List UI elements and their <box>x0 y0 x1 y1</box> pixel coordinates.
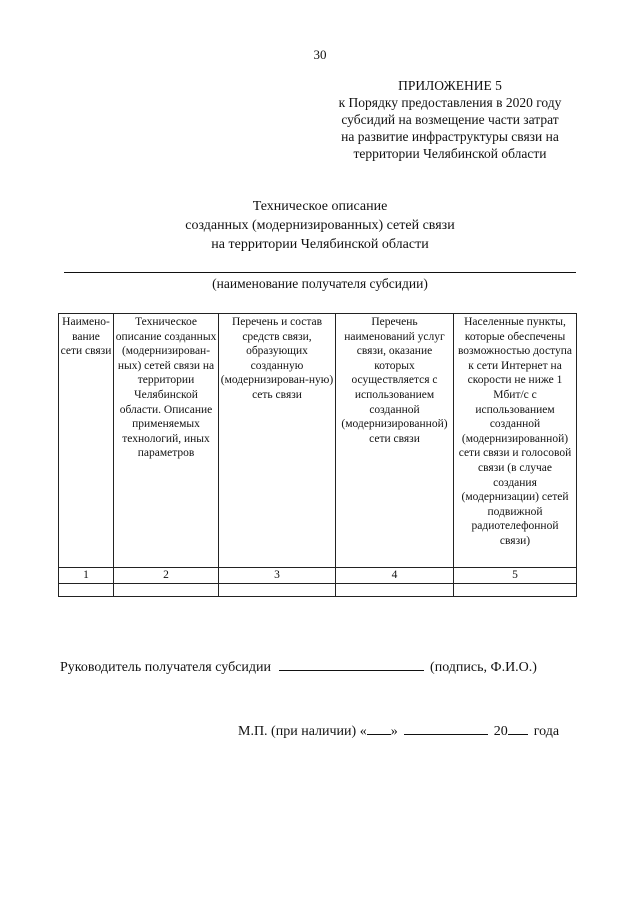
column-number: 2 <box>114 568 219 584</box>
column-number: 4 <box>336 568 454 584</box>
year-blank <box>508 720 528 735</box>
empty-cell <box>336 583 454 596</box>
appendix-line: на развитие инфраструктуры связи на <box>341 129 559 144</box>
appendix-line: территории Челябинской области <box>353 146 547 161</box>
column-number: 5 <box>454 568 577 584</box>
title-line: созданных (модернизированных) сетей связи <box>185 218 455 233</box>
month-blank <box>404 720 488 735</box>
signature-line <box>60 656 537 676</box>
appendix-block <box>300 77 600 162</box>
recipient-name-line <box>64 272 576 273</box>
table-header-row <box>59 314 577 568</box>
seal-date-line <box>238 720 559 740</box>
header-cell: Наимено-вание сети связи <box>59 314 114 568</box>
year-suffix: года <box>533 724 560 739</box>
document-title <box>0 197 640 254</box>
network-description-table <box>58 313 577 597</box>
quote-close: » <box>390 724 398 739</box>
table-empty-row <box>59 583 577 596</box>
column-number: 3 <box>219 568 336 584</box>
empty-cell <box>219 583 336 596</box>
header-cell: Техническое описание созданных (модернизирован-ных) сетей связи на территории Челябинской области. Описание применяемых технологий, иных параметров <box>114 314 219 568</box>
seal-label: М.П. (при наличии) « <box>238 724 367 739</box>
empty-cell <box>59 583 114 596</box>
signature-label: Руководитель получателя субсидии <box>60 660 272 675</box>
empty-cell <box>454 583 577 596</box>
header-cell: Перечень и состав средств связи, образующих созданную (модернизирован-ную) сеть связи <box>219 314 336 568</box>
appendix-heading: ПРИЛОЖЕНИЕ 5 <box>398 78 502 93</box>
appendix-line: субсидий на возмещение части затрат <box>341 112 559 127</box>
page-number: 30 <box>313 47 327 62</box>
year-prefix: 20 <box>493 724 508 739</box>
recipient-caption: (наименование получателя субсидии) <box>212 276 428 291</box>
title-line: Техническое описание <box>252 199 388 214</box>
header-cell: Населенные пункты, которые обеспечены возможностью доступа к сети Интернет на скорости не ниже 1 Мбит/с с использованием созданной (модернизированной) сети связи и голосовой связи (в случае создания (модернизации) сетей подвижной радиотелефонной связи) <box>454 314 577 568</box>
signature-hint: (подпись, Ф.И.О.) <box>430 660 537 675</box>
empty-cell <box>114 583 219 596</box>
table-number-row <box>59 568 577 584</box>
column-number: 1 <box>59 568 114 584</box>
appendix-line: к Порядку предоставления в 2020 году <box>338 95 562 110</box>
header-cell: Перечень наименований услуг связи, оказание которых осуществляется с использованием созданной (модернизированной) сети связи <box>336 314 454 568</box>
signature-blank <box>279 656 424 671</box>
title-line: на территории Челябинской области <box>211 237 429 252</box>
day-blank <box>367 720 391 735</box>
